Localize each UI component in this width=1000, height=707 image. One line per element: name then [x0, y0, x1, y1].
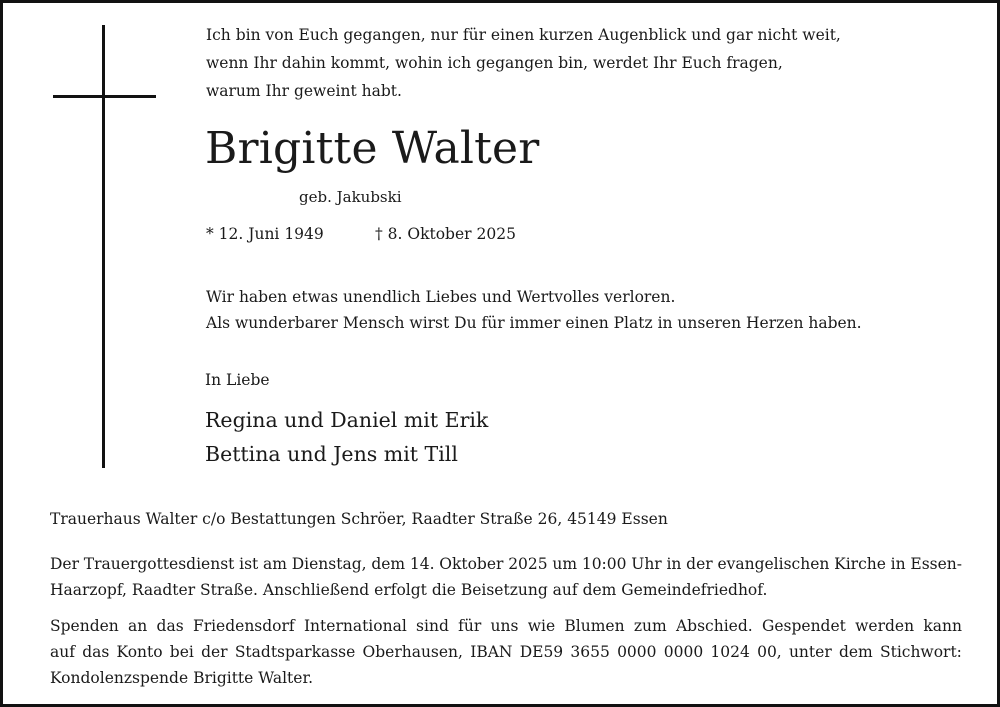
maiden-name: geb. Jakubski: [299, 188, 402, 206]
word: kann: [923, 617, 962, 635]
word: evangelischen: [717, 555, 830, 573]
word: Gespendet: [761, 617, 846, 635]
word: 10:00: [581, 555, 627, 573]
word: unter: [788, 643, 832, 661]
word: Dienstag,: [291, 555, 367, 573]
word: 0000: [663, 643, 704, 661]
cross-vertical-bar: [102, 25, 105, 468]
word: Friedensdorf: [192, 617, 295, 635]
word: um: [552, 555, 578, 573]
closing-phrase: In Liebe: [205, 371, 270, 389]
deceased-name: Brigitte Walter: [205, 123, 540, 174]
word: 2025: [508, 555, 548, 573]
word: der: [201, 643, 228, 661]
word: bei: [169, 643, 194, 661]
word: Trauergottesdienst: [83, 555, 235, 573]
word: IBAN: [470, 643, 513, 661]
mourner-line: Bettina und Jens mit Till: [205, 442, 458, 466]
word: in: [666, 555, 682, 573]
mourners-list: [205, 403, 488, 471]
mourning-house-address: Trauerhaus Walter c/o Bestattungen Schröer, Raadter Straße 26, 45149 Essen: [50, 510, 668, 528]
word: Oberhausen,: [362, 643, 463, 661]
word: an: [128, 617, 148, 635]
word: Abschied.: [675, 617, 753, 635]
death-date: † 8. Oktober 2025: [375, 225, 516, 243]
word: 14.: [409, 555, 435, 573]
tribute-line: Als wunderbarer Mensch wirst Du für immer einen Platz in unseren Herzen haben.: [206, 314, 862, 332]
word: 0000: [617, 643, 657, 661]
word: Blumen: [564, 617, 625, 635]
donation-paragraph: [50, 613, 962, 691]
donation-line-2: [50, 639, 962, 665]
word: am: [263, 555, 287, 573]
word: Stadtsparkasse: [234, 643, 356, 661]
mourner-line: Regina und Daniel mit Erik: [205, 408, 489, 432]
word: das: [82, 643, 110, 661]
tribute-line: Wir haben etwas unendlich Liebes und Wertvolles verloren.: [206, 288, 676, 306]
word: werden: [855, 617, 915, 635]
word: Der: [50, 555, 80, 573]
word: der: [686, 555, 713, 573]
poem-line: Ich bin von Euch gegangen, nur für einen kurzen Augenblick und gar nicht weit,: [206, 26, 841, 44]
word: zum: [633, 617, 667, 635]
word: Essen-: [910, 555, 962, 573]
word: DE59: [519, 643, 564, 661]
donation-line-3: Kondolenzspende Brigitte Walter.: [50, 669, 314, 687]
word: 3655: [570, 643, 610, 661]
word: Konto: [116, 643, 163, 661]
poem-line: warum Ihr geweint habt.: [206, 82, 402, 100]
word: dem: [838, 643, 873, 661]
word: dem: [371, 555, 406, 573]
word: das: [156, 617, 184, 635]
poem: [206, 21, 986, 105]
poem-line: wenn Ihr dahin kommt, wohin ich gegangen bin, werdet Ihr Euch fragen,: [206, 54, 783, 72]
cross-horizontal-bar: [53, 95, 156, 98]
word: Stichwort:: [879, 643, 962, 661]
word: International: [303, 617, 407, 635]
word: Kirche: [834, 555, 886, 573]
word: wie: [527, 617, 556, 635]
service-line-2: Haarzopf, Raadter Straße. Anschließend erfolgt die Beisetzung auf dem Gemeindefriedhof.: [50, 581, 768, 599]
word: auf: [50, 643, 75, 661]
word: ist: [239, 555, 259, 573]
word: Oktober: [439, 555, 504, 573]
word: für: [458, 617, 482, 635]
birth-date: * 12. Juni 1949: [206, 225, 324, 243]
word: in: [890, 555, 906, 573]
service-line-1: [50, 551, 962, 577]
word: 1024: [710, 643, 750, 661]
word: Spenden: [50, 617, 119, 635]
word: sind: [416, 617, 449, 635]
word: uns: [490, 617, 519, 635]
word: 00,: [757, 643, 782, 661]
word: Uhr: [631, 555, 662, 573]
tribute-text: [206, 284, 986, 336]
service-paragraph: [50, 551, 962, 603]
donation-line-1: [50, 613, 962, 639]
